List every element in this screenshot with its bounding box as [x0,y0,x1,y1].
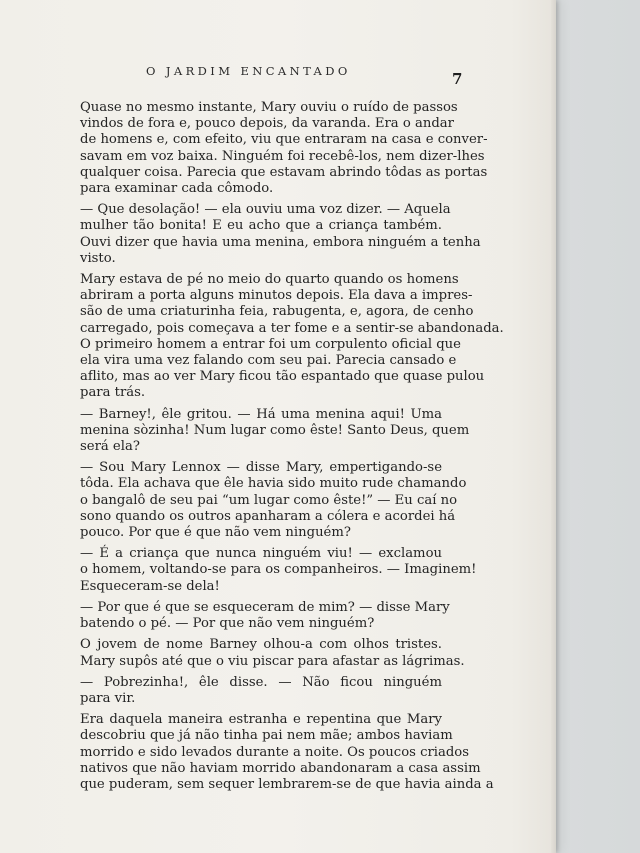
text-line: mulher tão bonita! E eu acho que a criança também. [80,218,442,234]
paragraph [80,637,465,669]
text-line: pouco. Por que é que não vem ninguém? [80,525,351,541]
paragraph [80,546,477,595]
text-line: Mary estava de pé no meio do quarto quando os homens [80,272,459,288]
paragraph [80,100,488,197]
text-line: Era daquela maneira estranha e repentina que Mary [80,712,442,728]
text-line: para trás. [80,385,146,401]
text-line: — Que desolação! — ela ouviu uma voz dizer. — Aquela [80,202,451,218]
paragraph [80,202,481,267]
paragraph [80,406,470,456]
text-line: tôda. Ela achava que êle havia sido muito rude chamando [80,476,467,492]
text-line: batendo o pé. — Por que não vem ninguém? [80,616,375,632]
text-line: O jovem de nome Barney olhou-a com olhos tristes. [80,637,442,653]
paragraph [80,460,467,541]
text-line: de homens e, com efeito, viu que entraram na casa e conver- [80,132,488,148]
page-number: 7 [452,70,463,88]
text-line: carregado, pois começava a ter fome e a sentir-se abandonada. [80,320,504,336]
text-line: — É a criança que nunca ninguém viu! — exclamou [80,546,442,562]
text-line: aflito, mas ao ver Mary ficou tão espantado que quase pulou [80,369,485,385]
text-line: será ela? [80,439,140,455]
text-line: descobriu que já não tinha pai nem mãe; ambos haviam [80,728,453,744]
text-line: visto. [80,250,116,266]
text-line: O primeiro homem a entrar foi um corpulento oficial que [80,336,461,352]
text-line: — Sou Mary Lennox — disse Mary, empertigando-se [80,460,442,476]
body-text [80,100,504,798]
text-line: vindos de fora e, pouco depois, da varanda. Era o andar [80,116,454,132]
text-line: morrido e sido levados durante a noite. Os poucos criados [80,744,470,760]
text-line: nativos que não haviam morrido abandonaram a casa assim [80,760,481,776]
text-line: ela vira uma vez falando com seu pai. Parecia cansado e [80,353,457,369]
text-line: Mary supôs até que o viu piscar para afastar as lágrimas. [80,653,465,669]
text-line: Quase no mesmo instante, Mary ouviu o ruído de passos [80,100,458,115]
text-line: o homem, voltando-se para os companheiros. — Imaginem! [80,562,477,578]
paragraph [80,712,494,793]
text-line: o bangalô de seu pai “um lugar como êste!” — Eu caí no [80,492,458,508]
text-line: Ouvi dizer que havia uma menina, embora ninguém a tenha [80,234,481,250]
text-line: Esqueceram-se dela! [80,578,220,594]
page-edge [551,0,556,853]
paragraph [80,675,442,707]
text-line: para vir. [80,690,136,706]
text-line: abriram a porta alguns minutos depois. Ela dava a impres- [80,288,473,304]
text-line: — Pobrezinha!, êle disse. — Não ficou ninguém [80,674,442,690]
text-line: sono quando os outros apanharam a cólera e acordei há [80,508,456,524]
text-line: que puderam, sem sequer lembrarem-se de que havia ainda a [80,776,494,792]
text-line: — Barney!, êle gritou. — Há uma menina aqui! Uma [80,406,442,422]
running-head: O JARDIM ENCANTADO [146,64,351,78]
text-line: para examinar cada cômodo. [80,181,274,197]
text-line: são de uma criaturinha feia, rabugenta, e, agora, de cenho [80,304,474,320]
text-line: savam em voz baixa. Ninguém foi recebê-los, nem dizer-lhes [80,148,485,164]
paragraph [80,272,504,402]
paragraph [80,599,450,632]
text-line: menina sòzinha! Num lugar como êste! Santo Deus, quem [80,422,470,438]
text-line: qualquer coisa. Parecia que estavam abrindo tôdas as portas [80,164,488,180]
text-line: — Por que é que se esqueceram de mim? — disse Mary [80,599,450,615]
